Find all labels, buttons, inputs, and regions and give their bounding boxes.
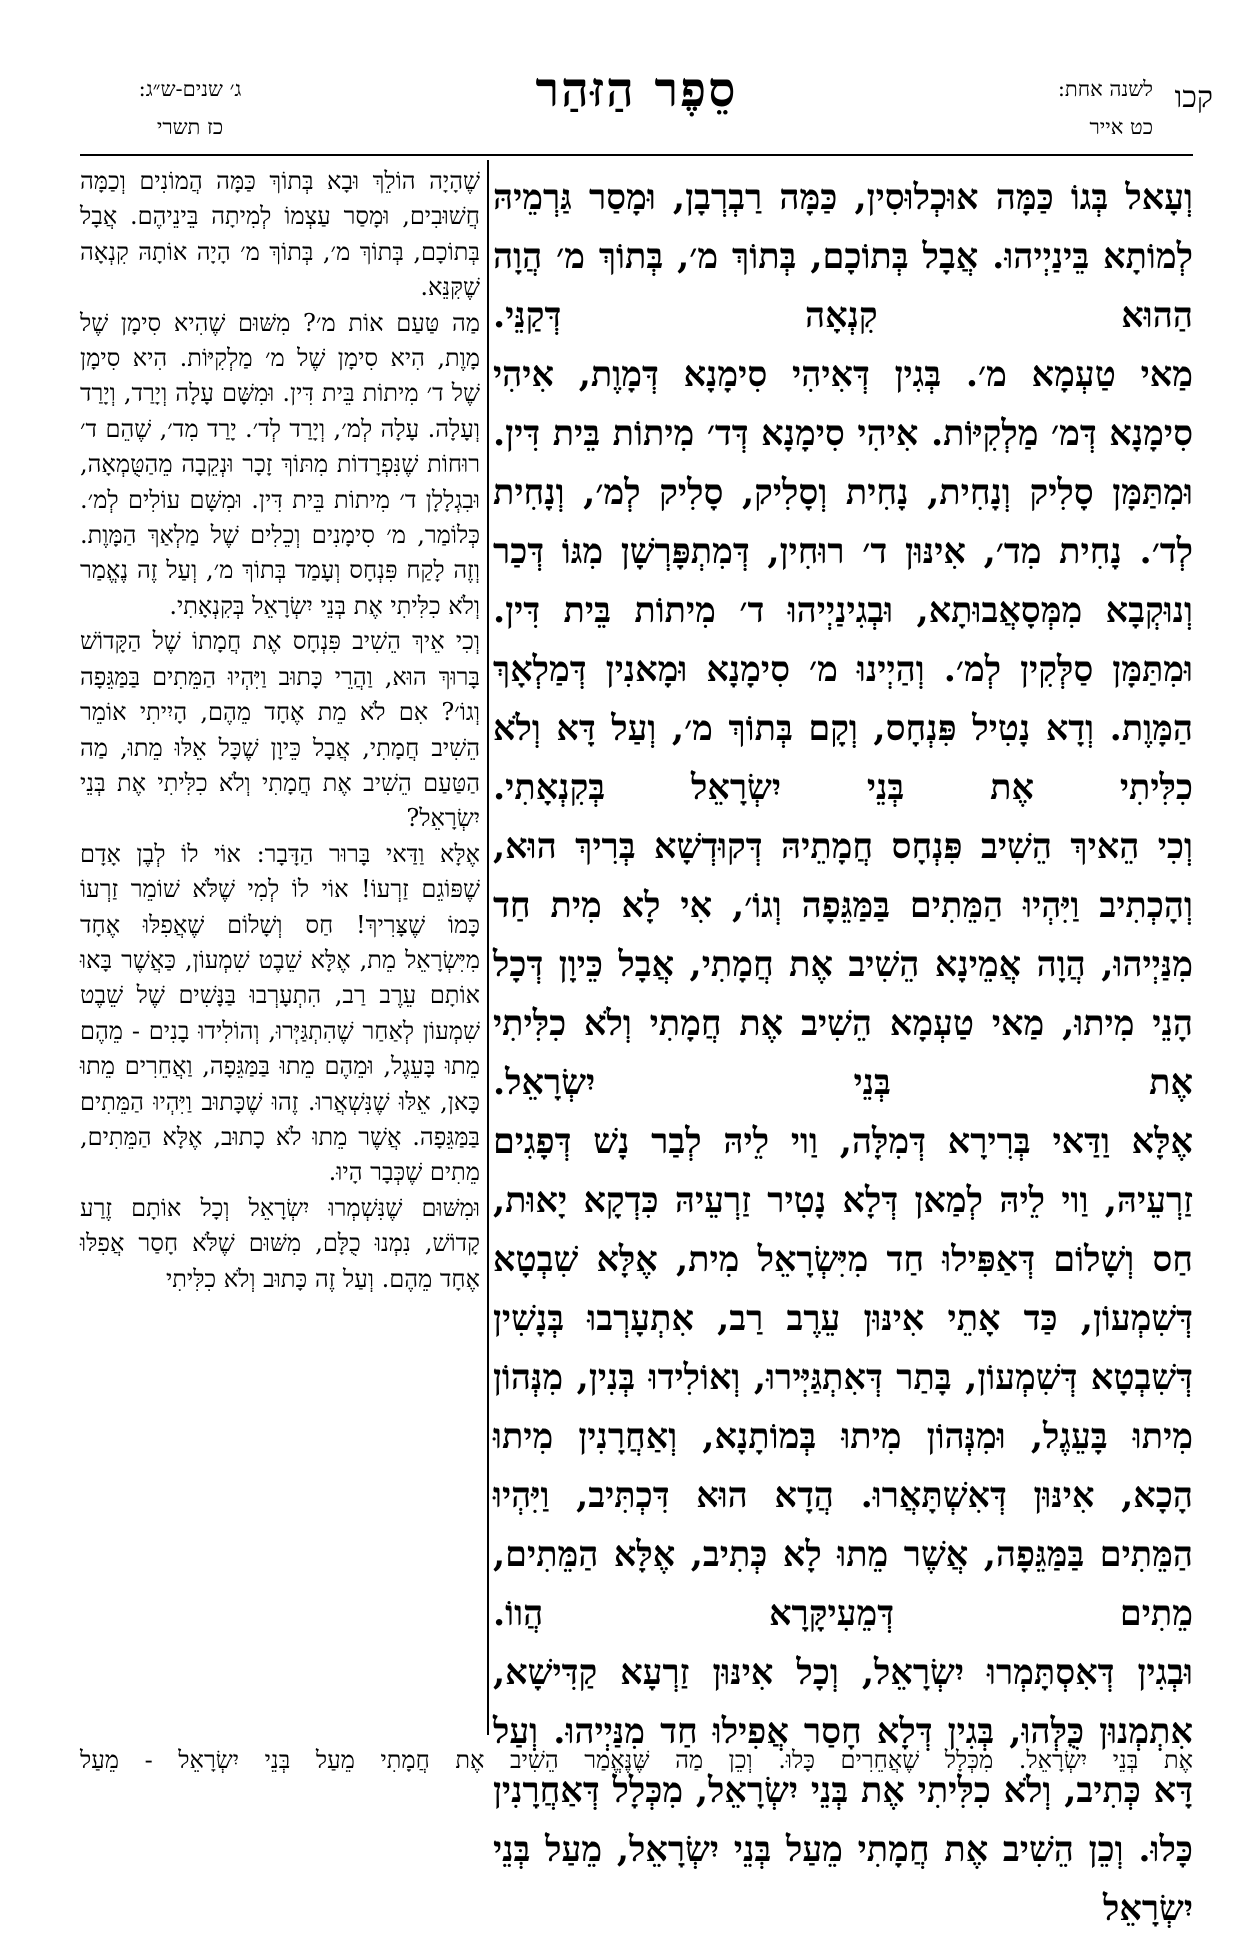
aramaic-column bbox=[493, 168, 1193, 1938]
page-header bbox=[80, 62, 1213, 154]
translation-paragraph: וְכִי אֵיךְ הֵשִׁיב פִּנְחָס אֶת חֲמָתוֹ שֶׁל הַקָּדוֹשׁ בָּרוּךְ הוּא, וַהֲרֵי כָּתוּב וַיִּהְיוּ הַמֵּתִים בַּמַּגֵּפָה וְגוֹ׳? אִם לֹא מֵת אֶחָד מֵהֶם, הָיִיתִי אוֹמֵר הֵשִׁיב חֲמָתִי, אֲבָל כֵּיוָן שֶׁכָּל אֵלּוּ מֵתוּ, מַה הַטַּעַם הֵשִׁיב אֶת חֲמָתִי וְלֹא כִלִּיתִי אֶת בְּנֵי יִשְׂרָאֵל? bbox=[80, 627, 480, 833]
translation-paragraph: מַה טַּעַם אוֹת מ׳? מִשּׁוּם שֶׁהִיא סִימָן שֶׁל מָוֶת, הִיא סִימָן שֶׁל מ׳ מַלְקִיּוֹת. הִיא סִימָן שֶׁל ד׳ מִיתוֹת בֵּית דִּין. וּמִשָּׁם עָלָה וְיָרַד, וְיָרַד וְעָלָה. עָלָה לְמ׳, וְיָרַד לְד׳. יָרַד מִד׳, שֶׁהֵם ד׳ רוּחוֹת שֶׁנִּפְרָדוֹת מִתּוֹךְ זָכָר וּנְקֵבָה מֵהַטֻּמְאָה, וּבִגְלָלָן ד׳ מִיתוֹת בֵּית דִּין. וּמִשָּׁם עוֹלִים לְמ׳. כְּלוֹמַר, מ׳ סִימָנִים וְכֵלִים שֶׁל מַלְאַךְ הַמָּוֶת. וְזֶה לָקַח פִּנְחָס וְעָמַד בְּתוֹךְ מ׳, וְעַל זֶה נֶאֱמַר וְלֹא כִלִּיתִי אֶת בְּנֵי יִשְׂרָאֵל בְּקִנְאָתִי. bbox=[80, 308, 480, 620]
aramaic-paragraph: מַאי טַעְמָא מ׳. בְּגִין דְּאִיהִי סִימָנָא דְּמָוֶת, אִיהִי סִימָנָא דְּמ׳ מַלְקִיּוֹת. אִיהִי סִימָנָא דְּד׳ מִיתוֹת בֵּית דִּין. וּמִתַּמָּן סָלִיק וְנָחִית, נָחִית וְסָלִיק, סָלִיק לְמ׳, וְנָחִית לְד׳. נָחִית מִד׳, אִינּוּן ד׳ רוּחִין, דְּמִתְפָּרְשָׁן מִגּוֹ דְּכַר וְנוּקְבָא מִמְּסָאֲבוּתָא, וּבְגִינַיְיהוּ ד׳ מִיתוֹת בֵּית דִּין. וּמִתַּמָּן סַלְּקִין לְמ׳. וְהַיְינוּ מ׳ סִימָנָא וּמָאנִין דְּמַלְאָךְ הַמָּוֶת. וְדָא נָטִיל פִּנְחָס, וְקָם בְּתוֹךְ מ׳, וְעַל דָּא וְלֹא כִלִּיתִי אֶת בְּנֵי יִשְׂרָאֵל בְּקִנְאָתִי. bbox=[493, 354, 1193, 808]
book-title: סֵפֶר הַזּהַר bbox=[535, 62, 738, 118]
aramaic-paragraph: וְכִי הֵאיךְ הֵשִׁיב פִּנְחָס חֲמָתֵיהּ דְּקוּדְשָׁא בְּרִיךְ הוּא, וְהָכְתִיב וַיִּהְיוּ הַמֵּתִים בַּמַּגֵּפָה וְגוֹ׳, אִי לָא מִית חַד מִנַּיְיהוּ, הֲוָה אֲמֵינָא הֵשִׁיב אֶת חֲמָתִי, אֲבָל כֵּיוָן דְּכָל הָנֵי מִיתוּ, מַאי טַעְמָא הֵשִׁיב אֶת חֲמָתִי וְלֹא כִלִּיתִי אֶת בְּנֵי יִשְׂרָאֵל. bbox=[493, 826, 1193, 1103]
page-number: קכו bbox=[1174, 80, 1213, 115]
translation-paragraph: וּמִשּׁוּם שֶׁנִּשְׁמְרוּ יִשְׂרָאֵל וְכָל אוֹתָם זֶרַע קָדוֹשׁ, נִמְנוּ כֻלָּם, מִשּׁוּם שֶׁלֹּא חָסַר אֲפִלּוּ אֶחָד מֵהֶם. וְעַל זֶה כָּתוּב וְלֹא כִלִּיתִי bbox=[80, 1193, 480, 1293]
translation-paragraph: שֶׁהָיָה הוֹלֵךְ וּבָא בְּתוֹךְ כַּמָּה הֲמוֹנִים וְכַמָּה חֲשׁוּבִים, וּמָסַר עַצְמוֹ לְמִיתָה בֵּינֵיהֶם. אֲבָל בְּתוֹכָם, בְּתוֹךְ מ׳, בְּתוֹךְ מ׳ הָיָה אוֹתָהּ קִנְאָה שֶׁקִּנֵּא. bbox=[80, 167, 480, 302]
aramaic-paragraph: אֶלָּא וַדַּאי בְּרִירָא דְּמִלָּה, וַוי לֵיהּ לְבַר נָשׁ דְּפָגִים זַרְעֵיהּ, וַוי לֵיהּ לְמַאן דְּלָא נָטִיר זַרְעֵיהּ כִּדְקָא יָאוּת, חַס וְשָׁלוֹם דְּאַפִּילוּ חַד מִיִּשְׂרָאֵל מִית, אֶלָּא שִׁבְטָא דְּשִׁמְעוֹן, כַּד אָתֵי אִינּוּן עֵרֶב רַב, אִתְעָרְבוּ בְּנָשִׁין דְּשִׁבְטָא דְּשִׁמְעוֹן, בָּתַר דְּאִתְגַּיְּירוּ, וְאוֹלִידוּ בְּנִין, מִנְּהוֹן מִיתוּ בָּעֵגֶל, וּמִנְּהוֹן מִיתוּ בְּמוֹתָנָא, וְאַחֲרָנִין מִיתוּ הָכָא, אִינּוּן דְּאִשְׁתָּאֲרוּ. הֲדָא הוּא דִּכְתִּיב, וַיִּהְיוּ הַמֵּתִים בַּמַּגֵּפָה, אֲשֶׁר מֵתוּ לָא כְּתִיב, אֶלָּא הַמֵּתִים, מֵתִים דְּמֵעִיקָּרָא הֲווֹ. bbox=[493, 1121, 1193, 1634]
translation-paragraph: אֶלָּא וַדַּאי בָּרוּר הַדָּבָר: אוֹי לוֹ לְבֶן אָדָם שֶׁפּוֹגֵם זַרְעוֹ! אוֹי לוֹ לְמִי שֶׁלֹּא שׁוֹמֵר זַרְעוֹ כָּמוֹ שֶׁצָּרִיךְ! חַס וְשָׁלוֹם שֶׁאֲפִלּוּ אֶחָד מִיִּשְׂרָאֵל מֵת, אֶלָּא שֵׁבֶט שִׁמְעוֹן, כַּאֲשֶׁר בָּאוּ אוֹתָם עֵרֶב רַב, הִתְעָרְבוּ בַּנָּשִׁים שֶׁל שֵׁבֶט שִׁמְעוֹן לְאַחַר שֶׁהִתְגַּיְּרוּ, וְהוֹלִידוּ בָנִים - מֵהֶם מֵתוּ בָּעֵגֶל, וּמֵהֶם מֵתוּ בַּמַּגֵּפָה, וַאֲחֵרִים מֵתוּ כָּאן, אֵלּוּ שֶׁנִּשְׁאֲרוּ. זֶהוּ שֶׁכָּתוּב וַיִּהְיוּ הַמֵּתִים בַּמַּגֵּפָה. אֲשֶׁר מֵתוּ לֹא כָתוּב, אֶלָּא הַמֵּתִים, מֵתִים שֶׁכְּבָר הָיוּ. bbox=[80, 839, 481, 1187]
column-divider bbox=[487, 160, 489, 1735]
aramaic-paragraph: וְעָאל בְּגוֹ כַּמָּה אוּכְלוּסִין, כַּמָּה רַבְרְבָן, וּמָסַר גַּרְמֵיהּ לְמוֹתָא בֵּינַיְיהוּ. אֲבָל בְּתוֹכָם, בְּתוֹךְ מ׳, בְּתוֹךְ מ׳ הֲוָה הַהוּא קִנְאָה דְּקַנֵּי. bbox=[493, 177, 1193, 336]
translation-continuation-line: אֶת בְּנֵי יִשְׂרָאֵל. מִכְּלָל שֶׁאֲחֵרִים כָּלוּ. וְכֵן מַה שֶּׁנֶּאֱמַר הֵשִׁיב אֶת חֲמָתִי מֵעַל בְּנֵי יִשְׂרָאֵל - מֵעַל bbox=[80, 1746, 1193, 1774]
schedule-three-years-date: כז תשרי bbox=[156, 115, 224, 139]
header-divider bbox=[80, 154, 1193, 156]
schedule-one-year-date: כט אייר bbox=[1089, 115, 1153, 139]
schedule-three-years-label: ג׳ שנים-ש״ג: bbox=[138, 77, 242, 101]
schedule-three-years bbox=[80, 70, 300, 146]
aramaic-paragraph: וּבְגִין דְּאִסְתָּמְרוּ יִשְׂרָאֵל, וְכָל אִינּוּן זַרְעָא קַדִּישָׁא, אִתְמְנוּן כֻּלְּהוּ, בְּגִין דְּלָא חָסַר אֲפִילוּ חַד מִנַּיְיהוּ. וְעַל דָּא כְּתִיב, וְלֹא כִלִּיתִי אֶת בְּנֵי יִשְׂרָאֵל, מִכְּלָל דְּאַחֲרָנִין כָּלוּ. וְכֵן הֵשִׁיב אֶת חֲמָתִי מֵעַל בְּנֵי יִשְׂרָאֵל, מֵעַל בְּנֵי יִשְׂרָאֵל bbox=[493, 1652, 1193, 1929]
hebrew-translation-column bbox=[80, 164, 480, 1297]
schedule-one-year-label: לשנה אחת: bbox=[1057, 77, 1153, 101]
